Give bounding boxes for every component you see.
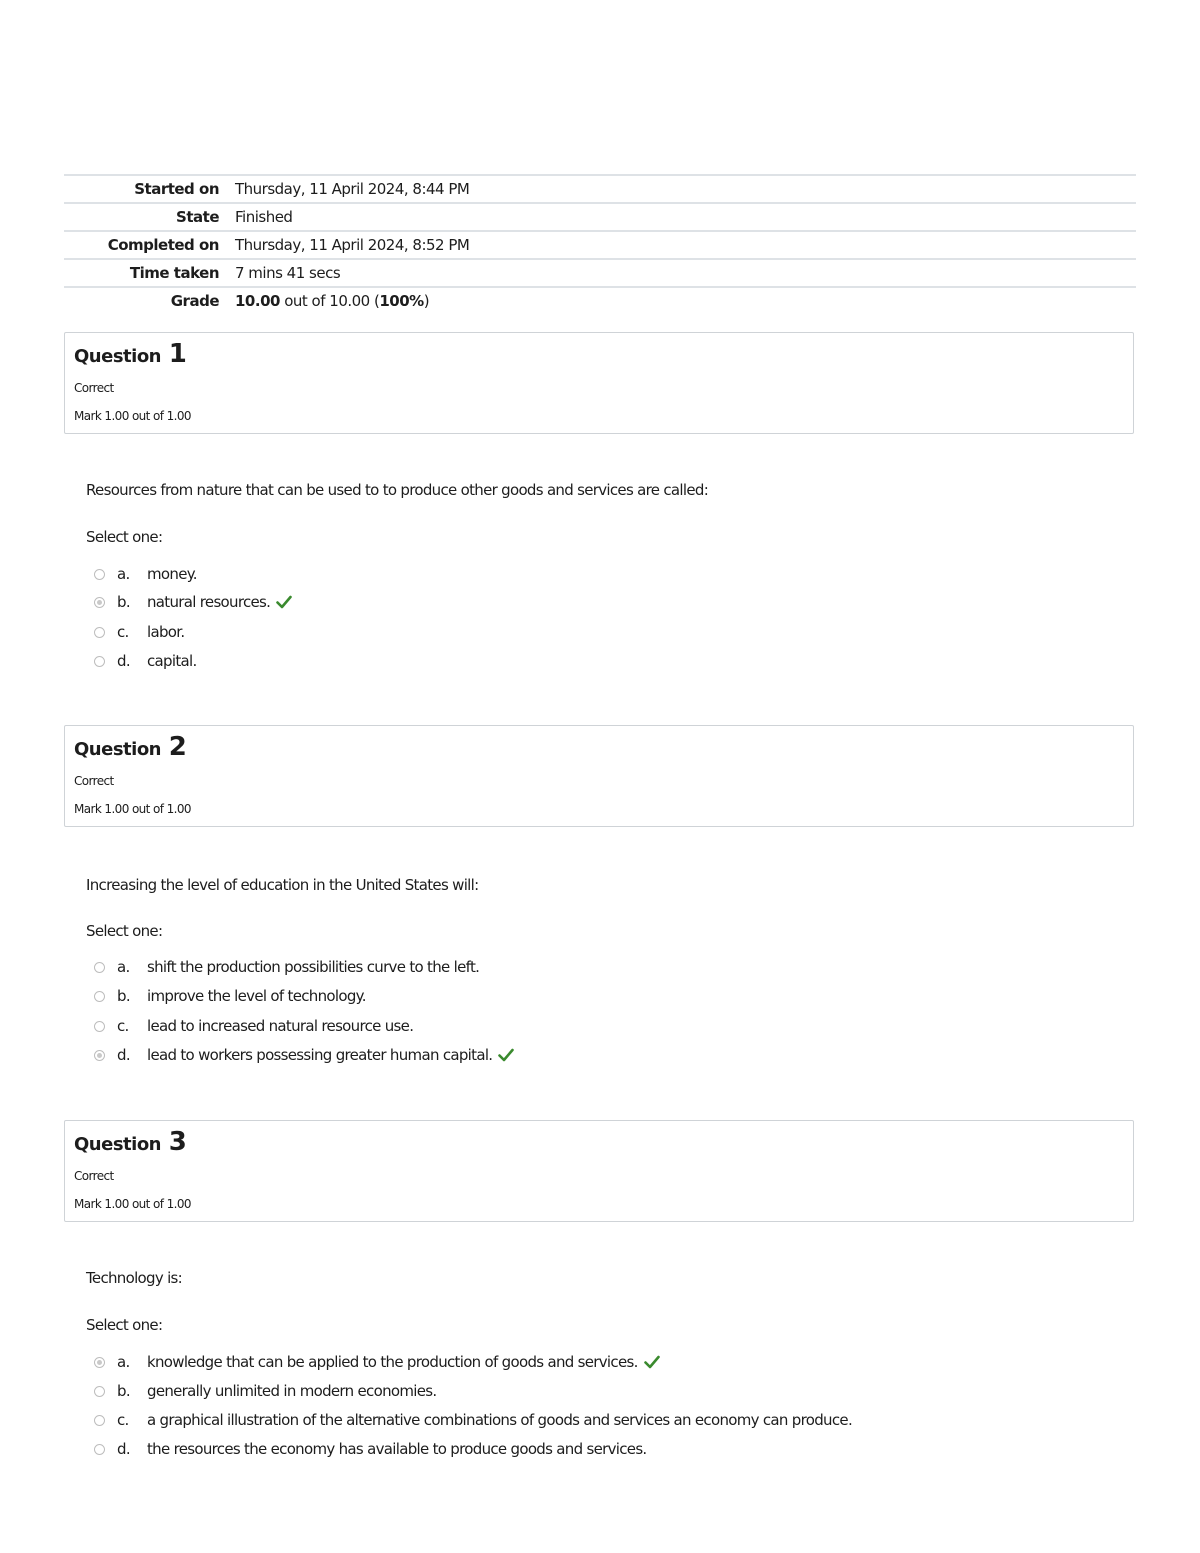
answer-option[interactable] (94, 984, 366, 1008)
summary-value: Thursday, 11 April 2024, 8:44 PM (235, 180, 470, 198)
radio-icon[interactable] (94, 569, 105, 580)
grade-percent: 100% (379, 292, 424, 310)
summary-label: Time taken (129, 264, 219, 282)
answer-letter: d. (117, 652, 130, 670)
select-prompt: Select one: (86, 528, 163, 546)
question-number: 1 (168, 339, 187, 369)
radio-icon[interactable] (94, 962, 105, 973)
question-info-box (64, 1120, 1134, 1222)
answer-text: improve the level of technology. (147, 987, 366, 1005)
answer-letter: a. (117, 565, 130, 583)
check-icon (644, 1355, 660, 1369)
answer-option[interactable] (94, 562, 197, 586)
radio-icon[interactable] (94, 597, 105, 608)
answer-text: lead to increased natural resource use. (147, 1017, 414, 1035)
attempt-summary-table (64, 174, 1136, 314)
question-text: Increasing the level of education in the United States will: (86, 876, 479, 894)
grade-score: 10.00 (235, 292, 280, 310)
question-state: Correct (74, 774, 114, 788)
answer-letter: c. (117, 1017, 129, 1035)
answer-option[interactable] (94, 1014, 413, 1038)
answer-letter: b. (117, 593, 130, 611)
answer-letter: b. (117, 987, 130, 1005)
answer-text: knowledge that can be applied to the production of goods and services. (147, 1353, 638, 1371)
summary-value: Finished (235, 208, 293, 226)
summary-row-completed (64, 232, 1136, 260)
answer-letter: a. (117, 1353, 130, 1371)
answer-letter: a. (117, 958, 130, 976)
radio-icon[interactable] (94, 627, 105, 638)
answer-option[interactable] (94, 1437, 647, 1461)
question-text: Technology is: (86, 1269, 183, 1287)
answer-text: lead to workers possessing greater human capital. (147, 1046, 493, 1064)
answer-text: the resources the economy has available to produce goods and services. (147, 1440, 647, 1458)
question-number: 3 (168, 1127, 187, 1157)
grade-value (219, 292, 429, 310)
answer-letter: c. (117, 1411, 129, 1429)
summary-label: State (176, 208, 219, 226)
radio-icon[interactable] (94, 1415, 105, 1426)
question-title (74, 1127, 186, 1157)
question-state: Correct (74, 1169, 114, 1183)
summary-label: Completed on (107, 236, 219, 254)
question-mark: Mark 1.00 out of 1.00 (74, 409, 191, 423)
answer-option[interactable] (94, 1379, 436, 1403)
select-prompt: Select one: (86, 922, 163, 940)
question-title (74, 732, 186, 762)
check-icon (498, 1048, 514, 1062)
radio-icon[interactable] (94, 1050, 105, 1061)
answer-text: a graphical illustration of the alternative combinations of goods and services an economy can produce. (147, 1411, 853, 1429)
answer-option[interactable] (94, 1043, 514, 1067)
answer-letter: c. (117, 623, 129, 641)
summary-row-grade (64, 288, 1136, 314)
answer-text: money. (147, 565, 197, 583)
answer-option[interactable] (94, 1408, 852, 1432)
radio-icon[interactable] (94, 656, 105, 667)
question-mark: Mark 1.00 out of 1.00 (74, 802, 191, 816)
answer-option[interactable] (94, 649, 197, 673)
answer-text: generally unlimited in modern economies. (147, 1382, 437, 1400)
summary-value: Thursday, 11 April 2024, 8:52 PM (235, 236, 470, 254)
answer-option[interactable] (94, 955, 479, 979)
summary-row-state (64, 204, 1136, 232)
answer-text: shift the production possibilities curve to the left. (147, 958, 480, 976)
radio-icon[interactable] (94, 1021, 105, 1032)
answer-letter: d. (117, 1046, 130, 1064)
grade-close: ) (423, 292, 430, 310)
question-label: Question (74, 739, 161, 760)
radio-icon[interactable] (94, 991, 105, 1002)
question-info-box (64, 725, 1134, 827)
summary-label: Grade (170, 292, 219, 310)
grade-out-of: out of 10.00 ( (279, 292, 380, 310)
summary-row-started (64, 176, 1136, 204)
radio-icon[interactable] (94, 1444, 105, 1455)
answer-text: natural resources. (147, 593, 271, 611)
answer-option[interactable] (94, 620, 184, 644)
answer-text: capital. (147, 652, 197, 670)
question-state: Correct (74, 381, 114, 395)
radio-icon[interactable] (94, 1386, 105, 1397)
question-title (74, 339, 186, 369)
answer-option[interactable] (94, 1350, 660, 1374)
question-label: Question (74, 1134, 161, 1155)
question-number: 2 (168, 732, 187, 762)
question-mark: Mark 1.00 out of 1.00 (74, 1197, 191, 1211)
select-prompt: Select one: (86, 1316, 163, 1334)
radio-icon[interactable] (94, 1357, 105, 1368)
question-text: Resources from nature that can be used to to produce other goods and services are called: (86, 481, 709, 499)
answer-text: labor. (147, 623, 185, 641)
summary-value: 7 mins 41 secs (235, 264, 341, 282)
answer-letter: d. (117, 1440, 130, 1458)
answer-letter: b. (117, 1382, 130, 1400)
answer-option[interactable] (94, 590, 292, 614)
check-icon (276, 595, 292, 609)
question-label: Question (74, 346, 161, 367)
summary-row-time-taken (64, 260, 1136, 288)
summary-label: Started on (134, 180, 219, 198)
question-info-box (64, 332, 1134, 434)
